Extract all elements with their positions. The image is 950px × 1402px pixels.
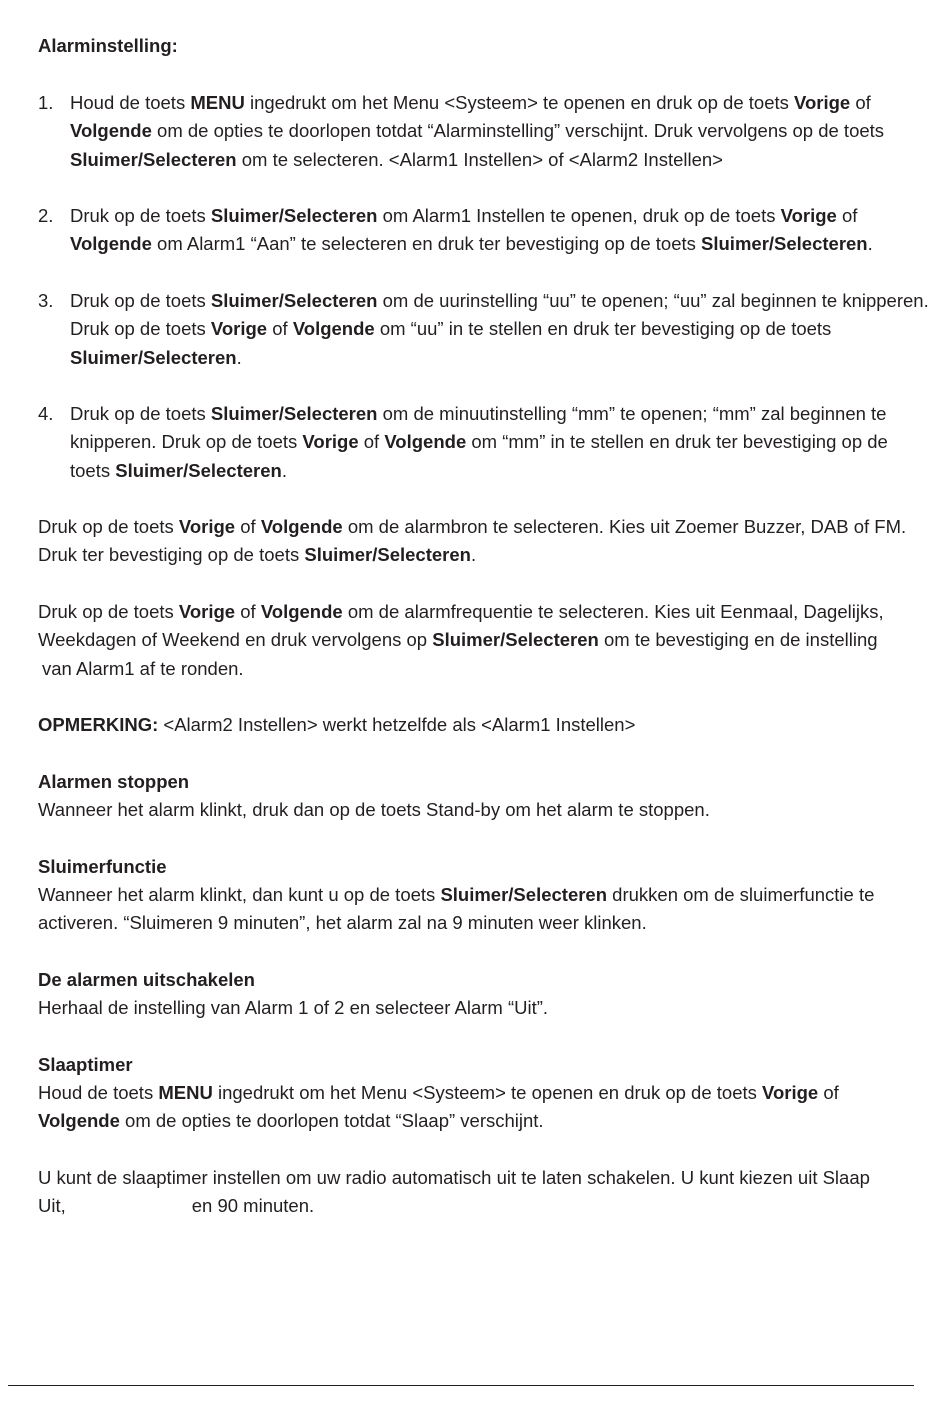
note-paragraph: [38, 711, 918, 739]
text-segment: .: [236, 346, 242, 368]
text-segment: Druk op de toets: [70, 205, 211, 226]
text-segment: om de minuutinstelling “mm” te openen; “mm” zal beginnen te knipperen. Druk op de toets: [70, 403, 887, 453]
step-3-text: [70, 287, 930, 372]
text-segment: Houd de toets: [70, 92, 191, 113]
bold-keyword: Volgende: [260, 516, 343, 537]
text-segment: Wanneer het alarm klinkt, dan kunt u op de toets: [38, 884, 441, 905]
bold-keyword: Volgende: [260, 601, 343, 622]
stop-text: Wanneer het alarm klinkt, druk dan op de toets Stand-by om het alarm te stoppen.: [38, 799, 710, 820]
sleep-options-line1: U kunt de slaaptimer instellen om uw radio automatisch uit te laten schakelen. U kunt kiezen uit Slaap: [38, 1167, 870, 1188]
text-segment: om “mm” in te stellen en druk ter bevestiging op de toets: [70, 431, 888, 481]
step-number-1: 1.: [38, 92, 54, 113]
bold-keyword: Vorige: [780, 205, 837, 226]
bold-keyword: Sluimer/Selecteren: [70, 346, 237, 368]
text-segment: om “uu” in te stellen en druk ter bevestiging op de toets: [374, 318, 832, 340]
bold-keyword: Sluimer/Selecteren: [432, 629, 599, 651]
text-segment: om te selecteren. <Alarm1 Instellen> of <Alarm2 Instellen>: [236, 148, 723, 170]
bold-keyword: Vorige: [762, 1082, 819, 1103]
footer-rule: [8, 1385, 914, 1386]
sleep-options-uit: Uit,: [38, 1195, 66, 1217]
text-segment: om te bevestiging en de instelling: [598, 629, 878, 651]
text-segment: drukken om de sluimerfunctie te activeren. “Sluimeren 9 minuten”, het alarm zal na 9 minuten weer klinken.: [38, 884, 875, 934]
step-number-3: 3.: [38, 290, 54, 311]
disable-text: Herhaal de instelling van Alarm 1 of 2 en selecteer Alarm “Uit”.: [38, 997, 549, 1018]
sleep-text: [38, 1079, 918, 1136]
step-4-text: [70, 400, 930, 485]
text-segment: Druk op de toets: [38, 601, 179, 622]
text-segment: ingedrukt om het Menu <Systeem> te openen en druk op de toets: [244, 92, 795, 113]
note-text: <Alarm2 Instellen> werkt hetzelfde als <Alarm1 Instellen>: [158, 714, 636, 735]
bold-keyword: Volgende: [70, 120, 152, 142]
text-segment: om de uurinstelling “uu” te openen; “uu” zal beginnen te knipperen. Druk op de toets: [70, 290, 929, 340]
bold-keyword: Vorige: [302, 431, 359, 453]
text-segment: om de opties te doorlopen totdat “Alarminstelling” verschijnt. Druk vervolgens op de toets: [151, 120, 885, 142]
text-segment: of: [267, 318, 293, 340]
bold-keyword: Vorige: [794, 92, 851, 113]
bold-keyword: Volgende: [384, 431, 467, 453]
bold-keyword: Vorige: [210, 318, 268, 340]
text-segment: of: [850, 92, 871, 113]
text-segment: Druk op de toets: [70, 403, 211, 424]
text-segment: Druk op de toets: [38, 516, 179, 537]
bold-keyword: Volgende: [70, 233, 152, 255]
text-segment: of: [358, 431, 385, 453]
bold-keyword: Sluimer/Selecteren: [210, 403, 378, 424]
stop-heading: Alarmen stoppen: [38, 771, 190, 792]
text-segment: of: [235, 601, 261, 622]
bold-keyword: Vorige: [178, 516, 236, 537]
bold-keyword: Sluimer/Selecteren: [701, 233, 868, 255]
text-segment: om de alarmfrequentie te selecteren. Kies uit Eenmaal, Dagelijks, Weekdagen of Weekend en druk vervolgens op: [38, 601, 884, 651]
bold-keyword: MENU: [158, 1082, 213, 1103]
bold-keyword: Sluimer/Selecteren: [304, 544, 471, 566]
alarm-frequency-paragraph: [38, 598, 918, 683]
bold-keyword: Volgende: [38, 1110, 120, 1132]
step-number-2: 2.: [38, 205, 54, 226]
disable-heading: De alarmen uitschakelen: [38, 969, 255, 990]
step-2-text: [70, 202, 930, 259]
page-title: Alarminstelling:: [38, 35, 178, 56]
bold-keyword: Sluimer/Selecteren: [440, 884, 608, 905]
bold-keyword: Volgende: [292, 318, 375, 340]
text-segment: .: [470, 544, 477, 566]
text-segment: om Alarm1 Instellen te openen, druk op de toets: [377, 205, 781, 226]
text-segment: ingedrukt om het Menu <Systeem> te openen en druk op de toets: [212, 1082, 763, 1103]
text-segment: of: [818, 1082, 839, 1103]
sleep-heading: Slaaptimer: [38, 1054, 133, 1075]
text-segment: om Alarm1 “Aan” te selecteren en druk ter bevestiging op de toets: [151, 233, 702, 255]
alarm-source-paragraph: [38, 513, 918, 570]
alarm-frequency-tail: van Alarm1 af te ronden.: [42, 657, 244, 679]
alarm-frequency-text: [38, 601, 884, 650]
text-segment: of: [235, 516, 261, 537]
text-segment: of: [836, 205, 858, 226]
bold-keyword: Sluimer/Selecteren: [115, 459, 282, 481]
bold-keyword: Sluimer/Selecteren: [210, 290, 378, 311]
text-segment: om de alarmbron te selecteren. Kies uit Zoemer Buzzer, DAB of FM. Druk ter bevestiging op de toets: [38, 516, 907, 566]
bold-keyword: Vorige: [178, 601, 236, 622]
snooze-text: [38, 881, 918, 938]
text-segment: .: [867, 233, 873, 255]
bold-keyword: Sluimer/Selecteren: [70, 148, 237, 170]
text-segment: Druk op de toets: [70, 290, 211, 311]
sleep-options-90: en 90 minuten.: [191, 1195, 315, 1217]
text-segment: Houd de toets: [38, 1082, 159, 1103]
text-segment: .: [281, 459, 287, 481]
bold-keyword: MENU: [190, 92, 245, 113]
step-number-4: 4.: [38, 403, 54, 424]
step-1-text: [70, 89, 930, 174]
snooze-heading: Sluimerfunctie: [38, 856, 167, 877]
bold-keyword: Sluimer/Selecteren: [210, 205, 378, 226]
sleep-options-paragraph: [38, 1164, 918, 1221]
text-segment: om de opties te doorlopen totdat “Slaap” verschijnt.: [119, 1110, 544, 1132]
note-label: OPMERKING:: [38, 714, 159, 735]
